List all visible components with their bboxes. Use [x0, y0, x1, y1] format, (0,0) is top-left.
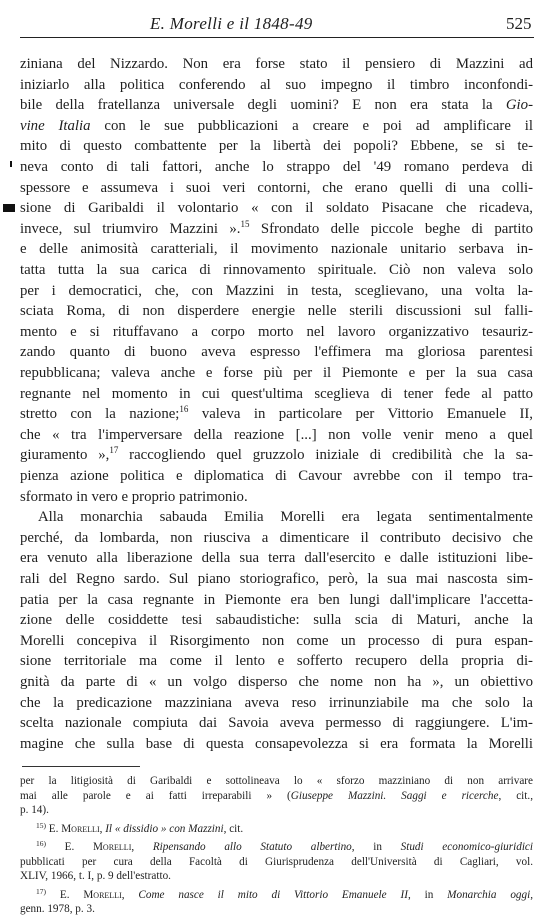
text-line: sciata Roma, di non disperdere energie nelle sterili discussioni sul falli-: [20, 303, 533, 320]
footnote-run: genn. 1978, p. 3.: [20, 903, 95, 916]
footnote-ref-16: 16: [179, 404, 189, 415]
text-line: Morelli concepiva il Risorgimento non come un processo di pura espan-: [20, 632, 533, 649]
footnote-line: [20, 869, 533, 883]
footnote-run: Il « dissidio » con Mazzini: [105, 822, 224, 835]
text-line: iniziarlo alla politica conferendo al suo impegno il timbro inconfondi-: [20, 76, 533, 93]
footnote-run: Giuseppe Mazzini. Saggi e ricerche: [290, 789, 499, 802]
text-line: gnità da parte di « un volgo disperso che nome non ha », un obiettivo: [20, 674, 533, 690]
text-line: per i democratici, che, con Mazzini in testa, sceglievano, una volta la-: [20, 282, 533, 299]
footnote-line: [20, 902, 533, 916]
footnote-run: , in: [407, 888, 434, 901]
text-line: tatta tutta la sua carica di rinnovamento spirituale. Ciò non valeva solo: [20, 262, 533, 278]
text-line: pienza azione politica e diplomatica di Cavour avrebbe con il tempo tra-: [20, 468, 533, 484]
text-line: ziniana del Nizzardo. Non era forse stato il pensiero di Mazzini ad: [20, 56, 533, 72]
text-line: che la predicazione mazziniana aveva reso irrinunziabile ma che solo la: [20, 694, 533, 711]
footnote-rule: [22, 766, 140, 767]
footnote-line: [20, 855, 533, 869]
footnote-number: 17): [36, 886, 46, 896]
footnote-line: [36, 840, 533, 854]
footnote-number: 15): [36, 820, 46, 830]
margin-tick-mark: [10, 161, 12, 167]
text-run: valeva in particolare per Vittorio Emanuele II,: [201, 406, 533, 423]
text-run: con le sue pubblicazioni a creare e poi ad amplificare il: [104, 117, 533, 134]
text-line: [20, 219, 533, 239]
footnote-run: p. 14).: [20, 804, 49, 817]
text-run: stretto con la nazione;: [20, 406, 180, 423]
footnote-run: E. Morelli,: [64, 841, 135, 854]
text-line: magine che sulla base di questa consapevolezza si era formata la Morelli: [20, 735, 533, 752]
footnote-run: E. Morelli,: [59, 888, 125, 901]
text-line: scelta nazionale compiuta dai Savoia aveva permesso di raggiungere. L'im-: [20, 715, 533, 732]
footnote-run: mai alle parole e ai fatti irreparabili » (: [20, 789, 291, 802]
footnote-ref-15: 15: [240, 218, 250, 229]
footnote-line: [36, 822, 533, 836]
text-run: invece, sul triumviro Mazzini ».: [20, 220, 241, 237]
text-line: repubblicana; valeva anche e forse più per il Piemonte e per la sua casa: [20, 365, 533, 381]
footnote-run: ,: [530, 888, 533, 901]
footnote-run: Come nasce il mito di Vittorio Emanuele II: [138, 888, 408, 901]
footnote-run: Studi economico-giuridici: [400, 841, 534, 854]
footnote-run: per la litigiosità di Garibaldi e sottolineava lo « sforzo mazziniano di non arrivare: [20, 775, 533, 788]
italic-run: vine Italia: [20, 117, 91, 134]
text-line: [20, 445, 533, 465]
text-line: mento e si rituffavano a corpo morto nel lavoro organizzativo tesauriz-: [20, 323, 533, 340]
margin-block-mark: [3, 204, 15, 212]
text-line: neva conto di tali fattori, anche lo strappo del '49 romano perdeva di: [20, 159, 533, 175]
footnote-run: Ripensando allo Statuto albertino: [152, 841, 352, 854]
footnote-number: 16): [36, 839, 46, 849]
text-run: giuramento »,: [20, 447, 110, 464]
text-run: bile della fratellanza universale degli uomini? E non era stata la: [20, 97, 493, 114]
text-line: perché, da lombarda, non riusciva a dimenticare il contributo decisivo che: [20, 529, 533, 546]
text-line: mito di questo combattente per la libertà dei popoli? Ebbene, se si te-: [20, 138, 533, 155]
footnote-run: , cit.: [223, 822, 244, 835]
page-header: [0, 6, 550, 36]
running-title: E. Morelli e il 1848-49: [150, 14, 313, 33]
footnote-run: XLIV, 1966, t. I, p. 9 dell'estratto.: [20, 870, 171, 883]
text-line: sformato in vero e proprio patrimonio.: [20, 488, 248, 505]
italic-run: Gio-: [505, 97, 533, 114]
text-line: patia per la casa regnante in Piemonte era ben lungi dall'implicare l'accetta-: [20, 591, 533, 608]
text-line: sione di Garibaldi il volontario « con il soldato Pisacane che ricadeva,: [20, 200, 533, 217]
text-run: Sfrondato delle piccole beghe di partito: [260, 220, 534, 237]
text-line: regnante nel momento in cui quest'ultima sceglieva di tener fede al patto: [20, 385, 533, 402]
text-line: [20, 404, 533, 424]
footnote-run: pubblicati per cura della Facoltà di Giurisprudenza dell'Università di Cagliari, vol.: [20, 855, 533, 868]
footnote-line: [20, 803, 533, 817]
footnote-ref-17: 17: [109, 445, 119, 456]
text-line: era venuto alla liberazione della sua terra dall'esercito e dalle istituzioni libe-: [20, 550, 533, 567]
footnote-run: , in: [351, 841, 382, 854]
text-line: rali del Regno sardo. Sul piano storiografico, però, la sua mai nascosta sim-: [20, 571, 533, 587]
text-line: zando quanto di buono aveva espresso l'effimera ma gloriosa parentesi: [20, 344, 533, 361]
footnote-run: Monarchia oggi: [447, 888, 531, 901]
footnote-line: [20, 774, 533, 788]
footnote-run: E. Morelli,: [48, 822, 103, 835]
text-line: sione territoriale ma come il lento e sofferto recupero della propria di-: [20, 653, 533, 670]
footnote-line: [36, 888, 533, 902]
text-run: raccogliendo quel gruzzolo iniziale di credibilità che la sa-: [129, 447, 533, 464]
text-line: [20, 95, 533, 115]
footnote-line: [20, 789, 533, 803]
text-line: [20, 116, 533, 136]
text-line: spessore e assumeva i suoi veri contorni, che erano quelli di una colli-: [20, 179, 533, 196]
header-rule: [20, 37, 534, 38]
text-line: zione delle cosiddette tesi sabaudistiche: sulla scia di Maturi, anche la: [20, 612, 533, 629]
footnote-run: , cit.,: [498, 789, 533, 802]
page-number: 525: [506, 14, 532, 33]
text-line: e delle animosità caratteriali, il movimento nazionale unitario serbava in-: [20, 241, 533, 258]
text-line: che « tra l'imperversare della reazione [...] non volle venir meno a quel: [20, 426, 533, 443]
text-line: Alla monarchia sabauda Emilia Morelli era legata sentimentalmente: [38, 509, 533, 526]
